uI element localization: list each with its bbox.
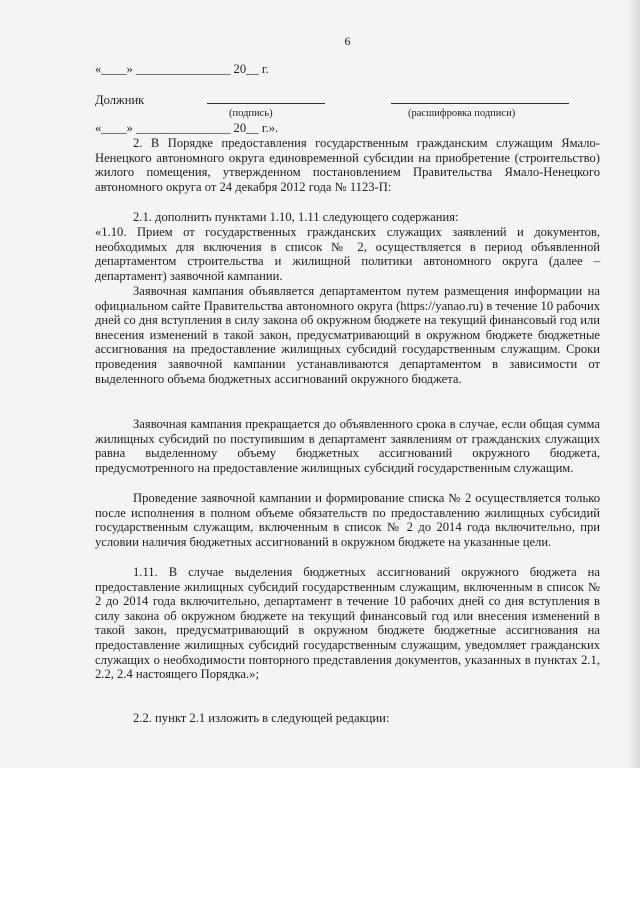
decode-hint: (расшифровка подписи) <box>408 108 516 119</box>
debtor-label: Должник <box>95 93 145 107</box>
paragraph-2-2: 2.2. пункт 2.1 изложить в следующей редакции: <box>133 711 390 725</box>
page-number: 6 <box>344 34 351 48</box>
decode-line <box>391 92 569 104</box>
paragraph-campaign-end: Заявочная кампания прекращается до объявленного срока в случае, если общая сумма жилищных субсидий по поступившим в департамент заявлениям от гражданских служащих равна выделенному объему бюджетных ассигнований окружного бюджета, предусмотренного на предоставление жилищных субсидий государственным служащим. <box>95 417 600 475</box>
paragraph-1-11: 1.11. В случае выделения бюджетных ассигнований окружного бюджета на предоставление жилищных субсидий государственным служащим, включенным в список № 2 до 2014 года включительно, департамент в течение 10 рабочих дней со дня вступления в силу закона об окружном бюджете на текущий финансовый год или внесения изменений в такой закон, предусматривающий в окружном бюджете бюджетные ассигнования на предоставление жилищных субсидий государственным служащим, уведомляет гражданских служащих о необходимости повторного представления документов, указанных в пунктах 2.1, 2.2, 2.4 настоящего Порядка.»; <box>95 565 600 682</box>
paragraph-1-10: «1.10. Прием от государственных гражданских служащих заявлений и документов, необходимых для включения в список № 2, осуществляется в период объявленной департаментом строительства и жилищной политики автономного округа (далее – департамент) заявочной кампании. <box>95 225 600 283</box>
paragraph-list-formation: Проведение заявочной кампании и формирование списка № 2 осуществляется только после исполнения в полном объеме обязательств по предоставлению жилищных субсидий государственным служащим, включенным в список № 2 до 2014 года включительно, при условии наличия бюджетных ассигнований в окружном бюджете на указанные цели. <box>95 491 600 549</box>
date-line-1: «____» _______________ 20__ г. <box>95 62 269 76</box>
paragraph-campaign-announce: Заявочная кампания объявляется департаментом путем размещения информации на официальном сайте Правительства автономного округа (https://yanao.ru) в течение 10 рабочих дней со дня вступления в силу закона об окружном бюджете на текущий финансовый год или внесения изменений в такой закон, предусматривающий в окружном бюджете бюджетные ассигнования на предоставление жилищных субсидий государственным служащим. Сроки проведения заявочной кампании устанавливаются департаментом в зависимости от выделенного объема бюджетных ассигнований окружного бюджета. <box>95 284 600 386</box>
signature-hint: (подпись) <box>229 108 273 119</box>
date-line-2: «____» _______________ 20__ г.». <box>95 121 279 135</box>
paragraph-2-1: 2.1. дополнить пунктами 1.10, 1.11 следующего содержания: <box>133 210 459 224</box>
scan-edge-shadow <box>626 0 640 768</box>
paragraph-2: 2. В Порядке предоставления государственным гражданским служащим Ямало-Ненецкого автономного округа единовременной субсидии на приобретение (строительство) жилого помещения, утвержденном постановлением Правительства Ямало-Ненецкого автономного округа от 24 декабря 2012 года № 1123-П: <box>95 136 600 194</box>
signature-line <box>207 92 325 104</box>
